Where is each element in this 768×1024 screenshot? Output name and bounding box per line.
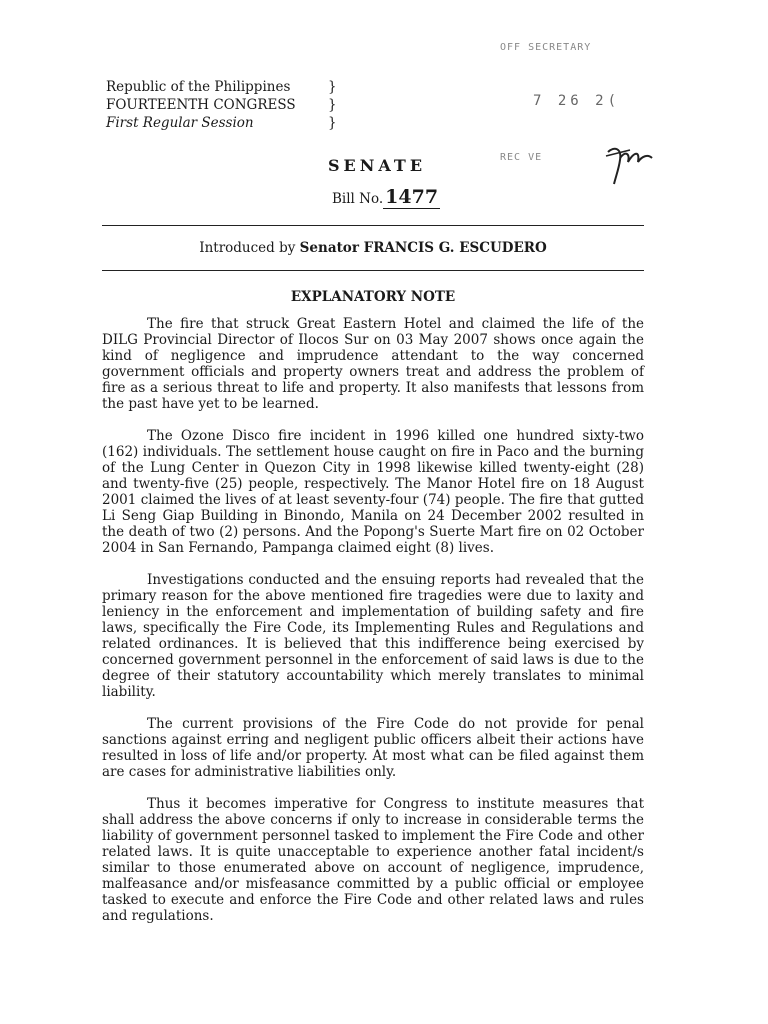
chamber-title: SENATE [328, 156, 427, 175]
explanatory-note-body [102, 316, 644, 940]
session-name: First Regular Session [106, 115, 254, 131]
bill-number: 1477 [385, 186, 439, 208]
paragraph: The Ozone Disco fire incident in 1996 killed one hundred sixty-two (162) individuals. The settlement house caught on fire in Paco and the burning of the Lung Center in Quezon City in 1998 likewise killed twenty-eight (28) and twenty-five (25) people, respectively. The Manor Hotel fire on 18 August 2001 claimed the lives of at least seventy-four (74) people. The fire that gutted Li Seng Giap Building in Binondo, Manila on 24 December 2002 resulted in the death of two (2) persons. And the Popong's Suerte Mart fire on 02 October 2004 in San Fernando, Pampanga claimed eight (8) lives. [102, 428, 644, 556]
bill-label: Bill No. [332, 191, 384, 207]
bill-number-line [332, 186, 440, 208]
bracket: } [328, 97, 337, 113]
divider-bottom [102, 270, 644, 271]
stamp-office-text: OFF SECRETARY [500, 42, 592, 53]
introduction-prefix: Introduced by [199, 240, 300, 256]
bracket: } [328, 79, 337, 95]
divider-top [102, 225, 644, 226]
country-name: Republic of the Philippines [106, 79, 291, 95]
header-block [106, 78, 296, 132]
stamp-received-text: REC VE [500, 152, 543, 163]
paragraph: Thus it becomes imperative for Congress to institute measures that shall address the above concerns if only to increase in considerable terms the liability of government personnel tasked to implement the Fire Code and other related laws. It is quite unacceptable to experience another fatal incident/s similar to those enumerated above on account of negligence, imprudence, malfeasance and/or misfeasance committed by a public official or employee tasked to execute and enforce the Fire Code and other related laws and rules and regulations. [102, 796, 644, 924]
congress-name: FOURTEENTH CONGRESS [106, 97, 296, 113]
bracket: } [328, 115, 337, 131]
stamp-date-text: 7 26 2( [533, 93, 621, 109]
header-brackets [328, 78, 337, 132]
introduction-line [102, 240, 644, 256]
explanatory-note-title: EXPLANATORY NOTE [290, 289, 456, 305]
paragraph: Investigations conducted and the ensuing reports had revealed that the primary reason for the above mentioned fire tragedies were due to laxity and leniency in the enforcement and implementation of building safety and fire laws, specifically the Fire Code, its Implementing Rules and Regulations and related ordinances. It is believed that this indifference being exercised by concerned government personnel in the enforcement of said laws is due to the degree of their statutory accountability which merely translates to minimal liability. [102, 572, 644, 700]
senator-name: Senator FRANCIS G. ESCUDERO [299, 240, 547, 256]
paragraph: The current provisions of the Fire Code do not provide for penal sanctions against erring and negligent public officers albeit their actions have resulted in loss of life and/or property. At most what can be filed against them are cases for administrative liabilities only. [102, 716, 644, 780]
paragraph: The fire that struck Great Eastern Hotel and claimed the life of the DILG Provincial Director of Ilocos Sur on 03 May 2007 shows once again the kind of negligence and imprudence attendant to the way concerned government officials and property owners treat and address the problem of fire as a serious threat to life and property. It also manifests that lessons from the past have yet to be learned. [102, 316, 644, 412]
handwritten-initials-icon [600, 138, 660, 188]
